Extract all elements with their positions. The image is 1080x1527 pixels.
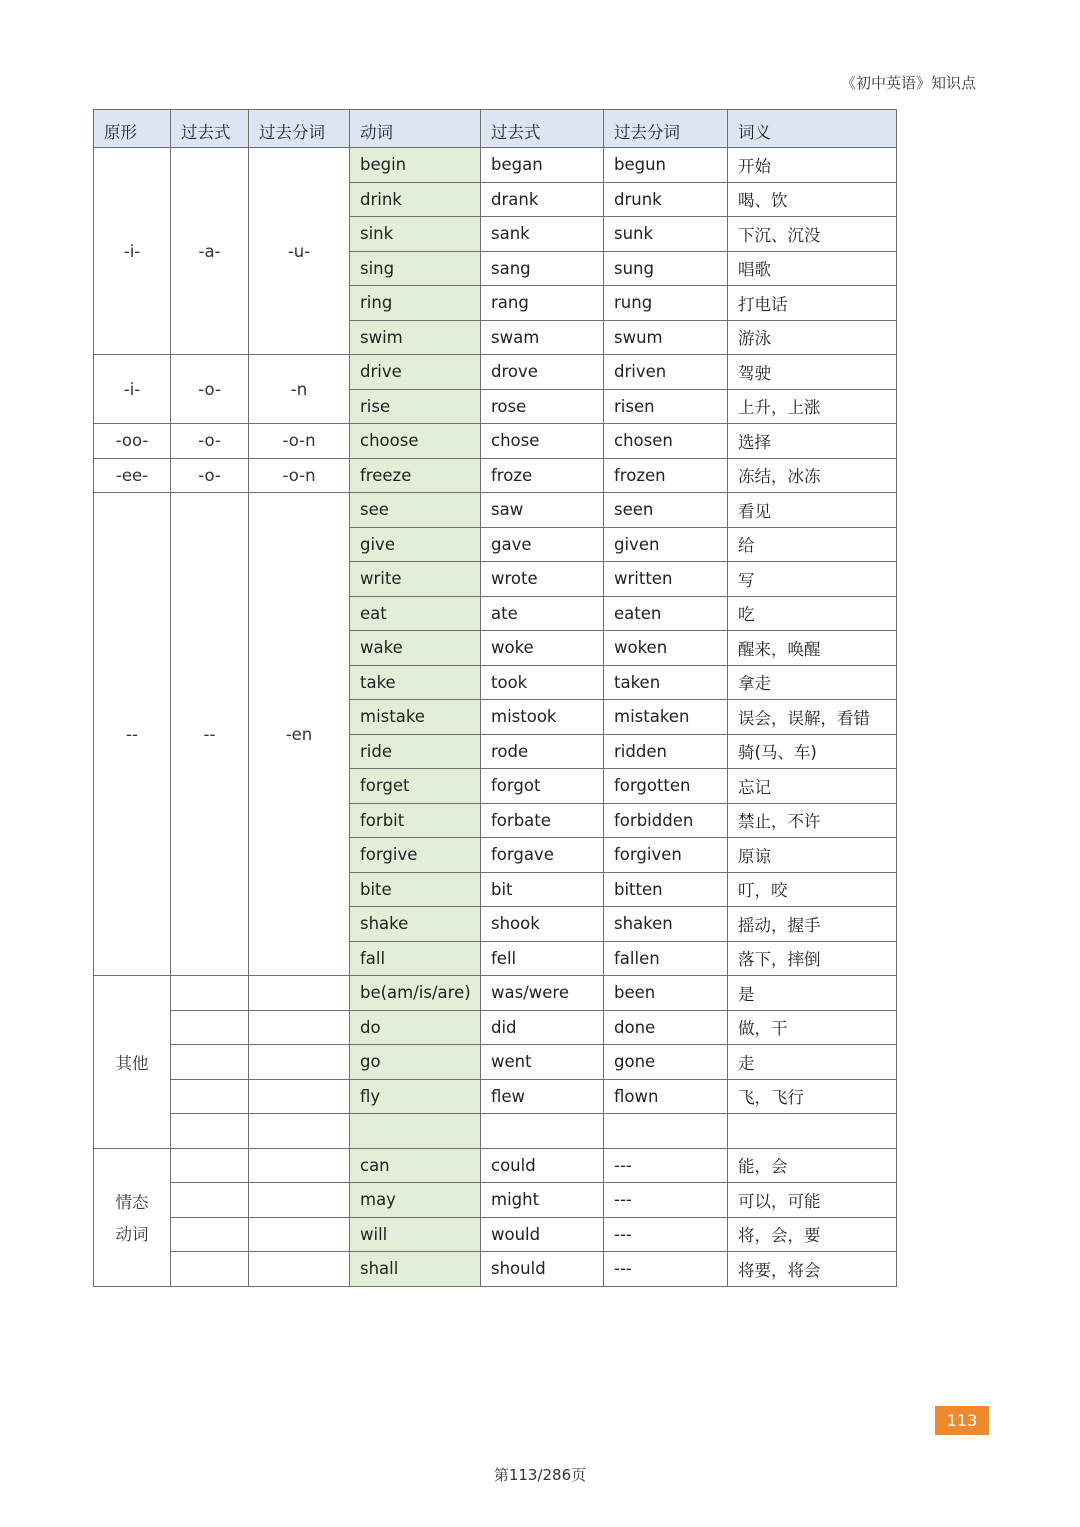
verb-cell: drink — [350, 182, 481, 217]
meaning-cell: 落下，摔倒 — [728, 941, 897, 976]
past-pattern-cell: -o- — [171, 355, 249, 424]
verb-cell: ride — [350, 734, 481, 769]
document-title: 《初中英语》知识点 — [840, 74, 976, 92]
empty-pattern-cell — [171, 1079, 249, 1114]
past-participle-cell: eaten — [604, 596, 728, 631]
verb-cell — [350, 1114, 481, 1149]
past-cell: was/were — [481, 976, 604, 1011]
past-cell: did — [481, 1010, 604, 1045]
past-participle-cell: flown — [604, 1079, 728, 1114]
table-row — [94, 148, 897, 183]
empty-pattern-cell — [249, 976, 350, 1011]
past-cell: could — [481, 1148, 604, 1183]
past-cell: bit — [481, 872, 604, 907]
empty-pattern-cell — [249, 1045, 350, 1080]
past-participle-cell: swum — [604, 320, 728, 355]
meaning-cell: 下沉、沉没 — [728, 217, 897, 252]
past-participle-cell: --- — [604, 1148, 728, 1183]
meaning-cell: 走 — [728, 1045, 897, 1080]
past-participle-cell: risen — [604, 389, 728, 424]
pp-pattern-cell: -o-n — [249, 458, 350, 493]
verb-cell: shall — [350, 1252, 481, 1287]
empty-pattern-cell — [249, 1217, 350, 1252]
table-row — [94, 1183, 897, 1218]
meaning-cell: 误会，误解，看错 — [728, 700, 897, 735]
past-participle-cell: sung — [604, 251, 728, 286]
past-pattern-cell: -a- — [171, 148, 249, 355]
meaning-cell: 醒来，唤醒 — [728, 631, 897, 666]
meaning-cell: 游泳 — [728, 320, 897, 355]
pp-pattern-cell: -u- — [249, 148, 350, 355]
past-cell: began — [481, 148, 604, 183]
past-participle-cell — [604, 1114, 728, 1149]
past-cell: would — [481, 1217, 604, 1252]
past-cell: gave — [481, 527, 604, 562]
verb-cell: swim — [350, 320, 481, 355]
past-cell: chose — [481, 424, 604, 459]
past-participle-cell: forbidden — [604, 803, 728, 838]
meaning-cell: 可以，可能 — [728, 1183, 897, 1218]
meaning-cell: 上升，上涨 — [728, 389, 897, 424]
pp-pattern-cell: -o-n — [249, 424, 350, 459]
past-cell: woke — [481, 631, 604, 666]
meaning-cell — [728, 1114, 897, 1149]
empty-pattern-cell — [249, 1252, 350, 1287]
meaning-cell: 摇动，握手 — [728, 907, 897, 942]
table-row — [94, 1114, 897, 1149]
verb-cell: be(am/is/are) — [350, 976, 481, 1011]
meaning-cell: 能，会 — [728, 1148, 897, 1183]
table-row — [94, 355, 897, 390]
pp-pattern-cell: -en — [249, 493, 350, 976]
past-cell: flew — [481, 1079, 604, 1114]
modal-label-line1: 情态 — [115, 1193, 149, 1212]
table-header-row — [94, 110, 897, 148]
meaning-cell: 唱歌 — [728, 251, 897, 286]
verb-cell: drive — [350, 355, 481, 390]
empty-pattern-cell — [249, 1183, 350, 1218]
past-participle-cell: woken — [604, 631, 728, 666]
past-cell — [481, 1114, 604, 1149]
meaning-cell: 喝、饮 — [728, 182, 897, 217]
verb-cell: freeze — [350, 458, 481, 493]
empty-pattern-cell — [249, 1114, 350, 1149]
table-row — [94, 493, 897, 528]
past-cell: mistook — [481, 700, 604, 735]
other-label-cell: 其他 — [94, 976, 171, 1149]
past-participle-cell: drunk — [604, 182, 728, 217]
meaning-cell: 将要，将会 — [728, 1252, 897, 1287]
meaning-cell: 打电话 — [728, 286, 897, 321]
past-cell: sank — [481, 217, 604, 252]
past-participle-cell: taken — [604, 665, 728, 700]
past-participle-cell: written — [604, 562, 728, 597]
meaning-cell: 骑(马、车) — [728, 734, 897, 769]
past-participle-cell: driven — [604, 355, 728, 390]
past-cell: rang — [481, 286, 604, 321]
verb-cell: do — [350, 1010, 481, 1045]
verb-cell: rise — [350, 389, 481, 424]
header-base-pattern: 原形 — [94, 110, 171, 148]
verb-cell: give — [350, 527, 481, 562]
past-participle-cell: ridden — [604, 734, 728, 769]
past-cell: shook — [481, 907, 604, 942]
empty-pattern-cell — [171, 1045, 249, 1080]
verb-cell: choose — [350, 424, 481, 459]
meaning-cell: 忘记 — [728, 769, 897, 804]
meaning-cell: 是 — [728, 976, 897, 1011]
meaning-cell: 驾驶 — [728, 355, 897, 390]
verb-cell: take — [350, 665, 481, 700]
pp-pattern-cell: -n — [249, 355, 350, 424]
verb-cell: bite — [350, 872, 481, 907]
past-participle-cell: mistaken — [604, 700, 728, 735]
meaning-cell: 开始 — [728, 148, 897, 183]
past-participle-cell: gone — [604, 1045, 728, 1080]
table-row — [94, 424, 897, 459]
verb-cell: fly — [350, 1079, 481, 1114]
page-footer: 第113/286页 — [493, 1466, 587, 1484]
verb-cell: shake — [350, 907, 481, 942]
meaning-cell: 叮，咬 — [728, 872, 897, 907]
past-cell: wrote — [481, 562, 604, 597]
base-pattern-cell: -i- — [94, 355, 171, 424]
past-participle-cell: shaken — [604, 907, 728, 942]
verb-cell: forgive — [350, 838, 481, 873]
past-participle-cell: sunk — [604, 217, 728, 252]
verb-cell: fall — [350, 941, 481, 976]
past-pattern-cell: -o- — [171, 424, 249, 459]
meaning-cell: 将，会，要 — [728, 1217, 897, 1252]
past-cell: forbate — [481, 803, 604, 838]
base-pattern-cell: -- — [94, 493, 171, 976]
empty-pattern-cell — [249, 1148, 350, 1183]
verb-cell: go — [350, 1045, 481, 1080]
table-body — [94, 148, 897, 1287]
empty-pattern-cell — [171, 976, 249, 1011]
header-meaning: 词义 — [728, 110, 897, 148]
past-cell: ate — [481, 596, 604, 631]
past-participle-cell: rung — [604, 286, 728, 321]
empty-pattern-cell — [171, 1010, 249, 1045]
past-cell: swam — [481, 320, 604, 355]
verb-cell: forget — [350, 769, 481, 804]
past-cell: forgot — [481, 769, 604, 804]
past-cell: drank — [481, 182, 604, 217]
table-row — [94, 976, 897, 1011]
empty-pattern-cell — [249, 1079, 350, 1114]
verb-cell: will — [350, 1217, 481, 1252]
meaning-cell: 原谅 — [728, 838, 897, 873]
past-participle-cell: chosen — [604, 424, 728, 459]
modal-label-cell — [94, 1148, 171, 1286]
meaning-cell: 选择 — [728, 424, 897, 459]
empty-pattern-cell — [171, 1217, 249, 1252]
past-cell: forgave — [481, 838, 604, 873]
empty-pattern-cell — [171, 1183, 249, 1218]
past-participle-cell: fallen — [604, 941, 728, 976]
verb-cell: see — [350, 493, 481, 528]
verb-cell: begin — [350, 148, 481, 183]
past-cell: took — [481, 665, 604, 700]
past-cell: saw — [481, 493, 604, 528]
past-cell: went — [481, 1045, 604, 1080]
past-participle-cell: --- — [604, 1183, 728, 1218]
past-cell: rode — [481, 734, 604, 769]
verb-cell: wake — [350, 631, 481, 666]
past-cell: fell — [481, 941, 604, 976]
past-participle-cell: done — [604, 1010, 728, 1045]
verb-cell: mistake — [350, 700, 481, 735]
past-participle-cell: forgiven — [604, 838, 728, 873]
empty-pattern-cell — [171, 1114, 249, 1149]
table-row — [94, 458, 897, 493]
past-participle-cell: forgotten — [604, 769, 728, 804]
verb-cell: can — [350, 1148, 481, 1183]
verb-cell: ring — [350, 286, 481, 321]
meaning-cell: 写 — [728, 562, 897, 597]
base-pattern-cell: -i- — [94, 148, 171, 355]
header-past-pattern: 过去式 — [171, 110, 249, 148]
verb-cell: forbit — [350, 803, 481, 838]
past-participle-cell: begun — [604, 148, 728, 183]
verb-cell: may — [350, 1183, 481, 1218]
empty-pattern-cell — [171, 1148, 249, 1183]
header-pp-pattern: 过去分词 — [249, 110, 350, 148]
header-verb: 动词 — [350, 110, 481, 148]
table-row — [94, 1217, 897, 1252]
past-participle-cell: been — [604, 976, 728, 1011]
past-cell: should — [481, 1252, 604, 1287]
header-past-participle: 过去分词 — [604, 110, 728, 148]
past-cell: might — [481, 1183, 604, 1218]
base-pattern-cell: -ee- — [94, 458, 171, 493]
past-participle-cell: frozen — [604, 458, 728, 493]
past-participle-cell: seen — [604, 493, 728, 528]
empty-pattern-cell — [249, 1010, 350, 1045]
meaning-cell: 禁止，不许 — [728, 803, 897, 838]
table-row — [94, 1148, 897, 1183]
past-cell: drove — [481, 355, 604, 390]
table-row — [94, 1252, 897, 1287]
table-row — [94, 1010, 897, 1045]
meaning-cell: 给 — [728, 527, 897, 562]
modal-label-line2: 动词 — [115, 1225, 149, 1244]
past-participle-cell: --- — [604, 1252, 728, 1287]
meaning-cell: 做，干 — [728, 1010, 897, 1045]
past-participle-cell: given — [604, 527, 728, 562]
table-row — [94, 1045, 897, 1080]
verb-cell: sink — [350, 217, 481, 252]
past-pattern-cell: -o- — [171, 458, 249, 493]
meaning-cell: 拿走 — [728, 665, 897, 700]
verb-cell: write — [350, 562, 481, 597]
meaning-cell: 看见 — [728, 493, 897, 528]
verb-cell: eat — [350, 596, 481, 631]
header-past: 过去式 — [481, 110, 604, 148]
irregular-verbs-table — [93, 109, 897, 1287]
base-pattern-cell: -oo- — [94, 424, 171, 459]
page-number-badge: 113 — [935, 1406, 989, 1435]
past-cell: froze — [481, 458, 604, 493]
past-cell: rose — [481, 389, 604, 424]
past-pattern-cell: -- — [171, 493, 249, 976]
past-participle-cell: bitten — [604, 872, 728, 907]
empty-pattern-cell — [171, 1252, 249, 1287]
past-participle-cell: --- — [604, 1217, 728, 1252]
meaning-cell: 吃 — [728, 596, 897, 631]
past-cell: sang — [481, 251, 604, 286]
meaning-cell: 冻结，冰冻 — [728, 458, 897, 493]
meaning-cell: 飞，飞行 — [728, 1079, 897, 1114]
table-row — [94, 1079, 897, 1114]
verb-cell: sing — [350, 251, 481, 286]
